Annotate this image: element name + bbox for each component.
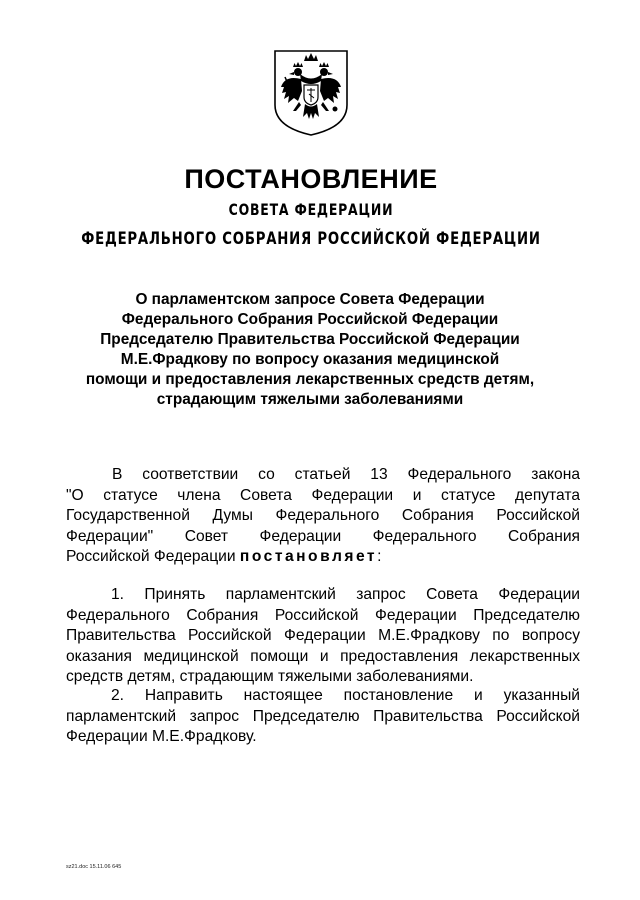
paragraph-line: средств детям, страдающим тяжелыми заболеваниями. bbox=[66, 668, 474, 686]
document-subject bbox=[60, 290, 560, 410]
subject-line: Федерального Собрания Российской Федерации bbox=[121, 311, 499, 328]
issuer-line-2: ФЕДЕРАЛЬНОГО СОБРАНИЯ РОССИЙСКОЙ ФЕДЕРАЦИИ bbox=[81, 229, 541, 249]
subject-line: страдающим тяжелыми заболеваниями bbox=[156, 391, 464, 408]
issuer-line-1: СОВЕТА ФЕДЕРАЦИИ bbox=[228, 200, 394, 219]
resolution-item-1 bbox=[66, 585, 580, 688]
paragraph-line: Государственной Думы Федерального Собрания Российской bbox=[66, 507, 580, 525]
paragraph-line: 2. Направить настоящее постановление и указанный bbox=[111, 687, 580, 704]
paragraph-line: Правительства Российской Федерации М.Е.Фрадкову по вопросу bbox=[66, 627, 580, 645]
paragraph-line: оказания медицинской помощи и предоставления лекарственных bbox=[66, 647, 580, 665]
subject-line: М.Е.Фрадкову по вопросу оказания медицинской bbox=[120, 351, 500, 368]
subject-line: Председателю Правительства Российской Федерации bbox=[100, 331, 520, 348]
coat-of-arms-icon bbox=[271, 47, 351, 139]
subject-line: О парламентском запросе Совета Федерации bbox=[135, 291, 485, 308]
preamble-colon: : bbox=[377, 548, 382, 566]
paragraph-line: Федерации" Совет Федерации Федерального Собрания bbox=[66, 527, 580, 545]
paragraph-line bbox=[66, 547, 580, 568]
decree-word: постановляет bbox=[239, 548, 378, 566]
paragraph-line: "О статусе члена Совета Федерации и статусе депутата bbox=[66, 486, 580, 504]
preamble-last-line-text: Российской Федерации bbox=[66, 548, 240, 566]
paragraph-line: Федерального Собрания Российской Федерации Председателю bbox=[66, 606, 580, 624]
paragraph-line: парламентский запрос Председателю Правительства Российской bbox=[66, 707, 580, 725]
paragraph-line: В соответствии со статьей 13 Федерального закона bbox=[112, 466, 580, 483]
document-file-code: sz21.doc 15.11.06 645 bbox=[66, 864, 122, 870]
paragraph-line: Федерации М.Е.Фрадкову. bbox=[66, 728, 257, 746]
preamble-paragraph bbox=[66, 465, 580, 568]
subject-line: помощи и предоставления лекарственных средств детям, bbox=[85, 371, 535, 388]
paragraph-line: 1. Принять парламентский запрос Совета Федерации bbox=[111, 586, 580, 603]
resolution-item-2 bbox=[66, 686, 580, 748]
document-title: ПОСТАНОВЛЕНИЕ bbox=[184, 164, 438, 194]
